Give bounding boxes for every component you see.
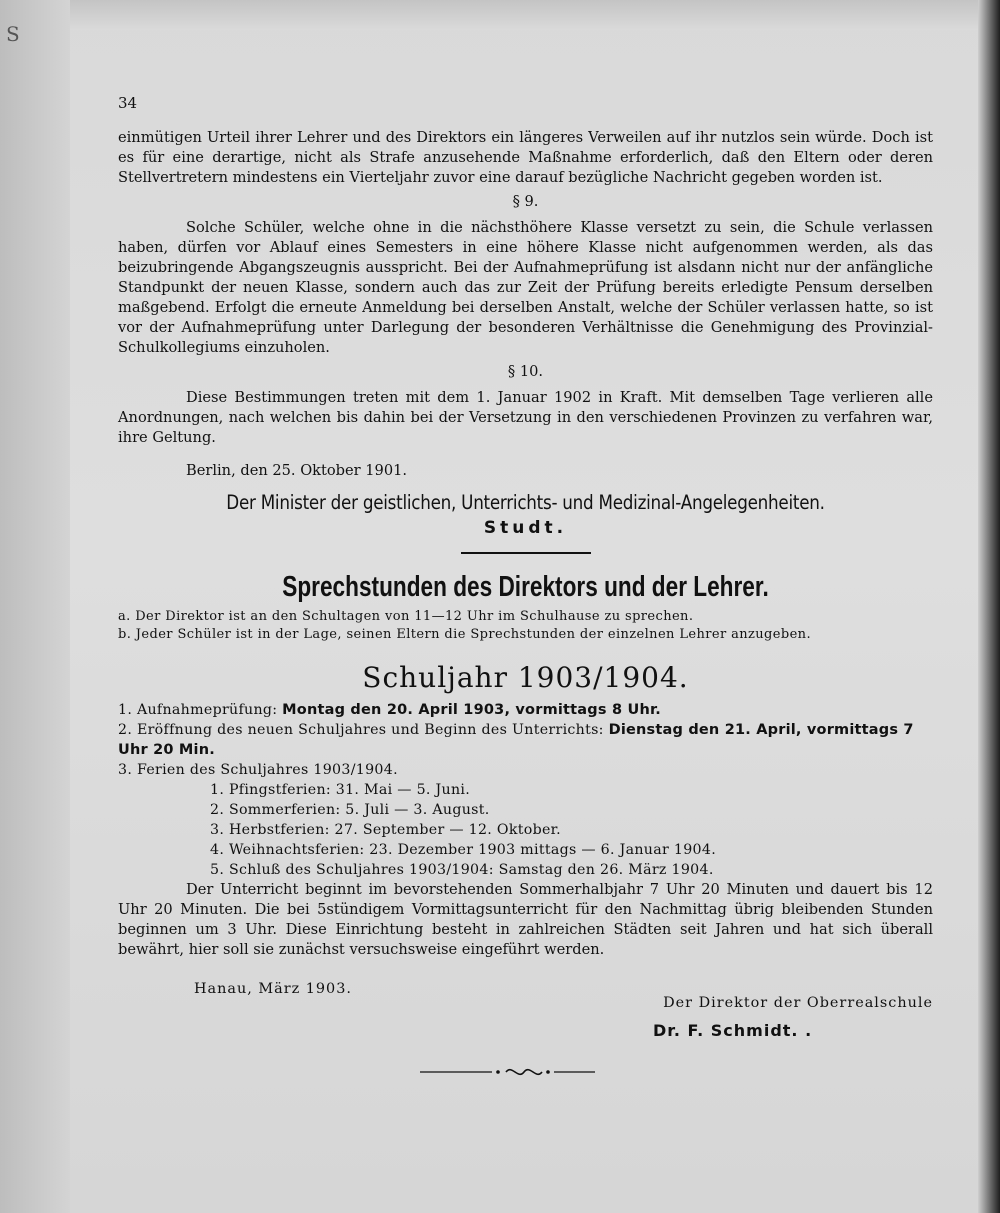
signature-studt: Studt.: [483, 518, 568, 538]
paragraph-schedule: Der Unterricht beginnt im bevorstehenden Sommerhalbjahr 7 Uhr 20 Minuten und dauert bis 12 Uhr 20 Minuten. Die bei 5stündigem Vormittagsunterricht für den Nachmittag übrig bleibenden Stunden beginnen um 3 Uhr. Diese Einrichtung besteht in zahlreichen Städten seit Jahren und hat sich überall bewährt, hier soll sie zunächst versuchsweise eingeführt werden.: [118, 881, 933, 958]
paragraph-continuation: einmütigen Urteil ihrer Lehrer und des Direktors ein längeres Verweilen auf ihr nutzlos sein würde. Doch ist es für eine derartige, nicht als Strafe anzusehende Maßnahme erforderlich, daß den Eltern oder deren Stellvertretern mindestens ein Vierteljahr zuvor eine darauf bezügliche Nachricht gegeben worden ist.: [118, 129, 933, 186]
corner-mark: S: [6, 22, 20, 46]
closing-director-name: Dr. F. Schmidt. .: [653, 1021, 813, 1040]
page-shadow-left: [0, 0, 70, 1213]
list-item-opening-date: Dienstag den 21. April, vormittags 7 Uhr 20 Min.: [118, 722, 914, 758]
divider-rule: [461, 552, 591, 554]
dateline: Berlin, den 25. Oktober 1901.: [186, 462, 408, 479]
holiday-item: 2. Sommerferien: 5. Juli — 3. August.: [210, 802, 490, 818]
paragraph-section-10: Diese Bestimmungen treten mit dem 1. Januar 1902 in Kraft. Mit demselben Tage verlieren alle Anordnungen, nach welchen bis dahin bei der Versetzung in den verschiedenen Provinzen zu verfahren war, ihre Geltung.: [118, 389, 933, 446]
office-hours-b: b. Jeder Schüler ist in der Lage, seinen Eltern die Sprechstunden der einzelnen Lehrer anzugeben.: [118, 627, 811, 642]
list-item-holidays: 3. Ferien des Schuljahres 1903/1904.: [118, 762, 398, 778]
list-item-opening: [118, 720, 933, 760]
holiday-item: 5. Schluß des Schuljahres 1903/1904: Samstag den 26. März 1904.: [210, 862, 714, 878]
section-heading-10: § 10.: [507, 363, 544, 380]
holiday-item: 3. Herbstferien: 27. September — 12. Oktober.: [210, 822, 561, 838]
page-shadow-top: [0, 0, 1000, 30]
page-number: 34: [118, 94, 138, 112]
list-item-admission-label: 1. Aufnahmeprüfung:: [118, 702, 278, 718]
list-item-opening-label: 2. Eröffnung des neuen Schuljahres und Beginn des Unterrichts:: [118, 722, 604, 738]
list-item-admission-date: Montag den 20. April 1903, vormittags 8 Uhr.: [282, 702, 661, 718]
minister-title: Der Minister der geistlichen, Unterrichts- und Medizinal-Angelegenheiten.: [226, 491, 825, 514]
holiday-item: 1. Pfingstferien: 31. Mai — 5. Juni.: [210, 782, 471, 798]
holiday-item: 4. Weihnachtsferien: 23. Dezember 1903 mittags — 6. Januar 1904.: [210, 842, 716, 858]
list-item-admission: [118, 700, 933, 720]
section-heading-9: § 9.: [512, 193, 539, 210]
office-hours-heading: Sprechstunden des Direktors und der Lehrer.: [282, 571, 769, 603]
school-year-heading: Schuljahr 1903/1904.: [362, 661, 689, 694]
page-shadow-right: [978, 0, 1000, 1213]
paragraph-section-9: Solche Schüler, welche ohne in die nächsthöhere Klasse versetzt zu sein, die Schule verlassen haben, dürfen vor Ablauf eines Semesters in eine höhere Klasse nicht aufgenommen werden, als das beizubringende Abgangszeugnis ausspricht. Bei der Aufnahmeprüfung ist alsdann nicht nur der anfängliche Standpunkt der neuen Klasse, sondern auch das zur Zeit der Prüfung bereits erledigte Pensum derselben maßgebend. Erfolgt die erneute Anmeldung bei derselben Anstalt, welche der Schüler verlassen hatte, so ist vor der Aufnahmeprüfung unter Darlegung der besonderen Verhältnisse die Genehmigung des Provinzial-Schulkollegiums einzuholen.: [118, 219, 933, 356]
closing-place-date: Hanau, März 1903.: [194, 981, 352, 997]
holiday-list: [210, 780, 933, 880]
closing-block: [118, 978, 933, 1048]
office-hours-a: a. Der Direktor ist an den Schultagen von 11—12 Uhr im Schulhause zu sprechen.: [118, 609, 694, 624]
document-body: [118, 128, 933, 1048]
closing-director-title: Der Direktor der Oberrealschule: [663, 995, 933, 1011]
ornament-icon: [420, 1060, 595, 1084]
